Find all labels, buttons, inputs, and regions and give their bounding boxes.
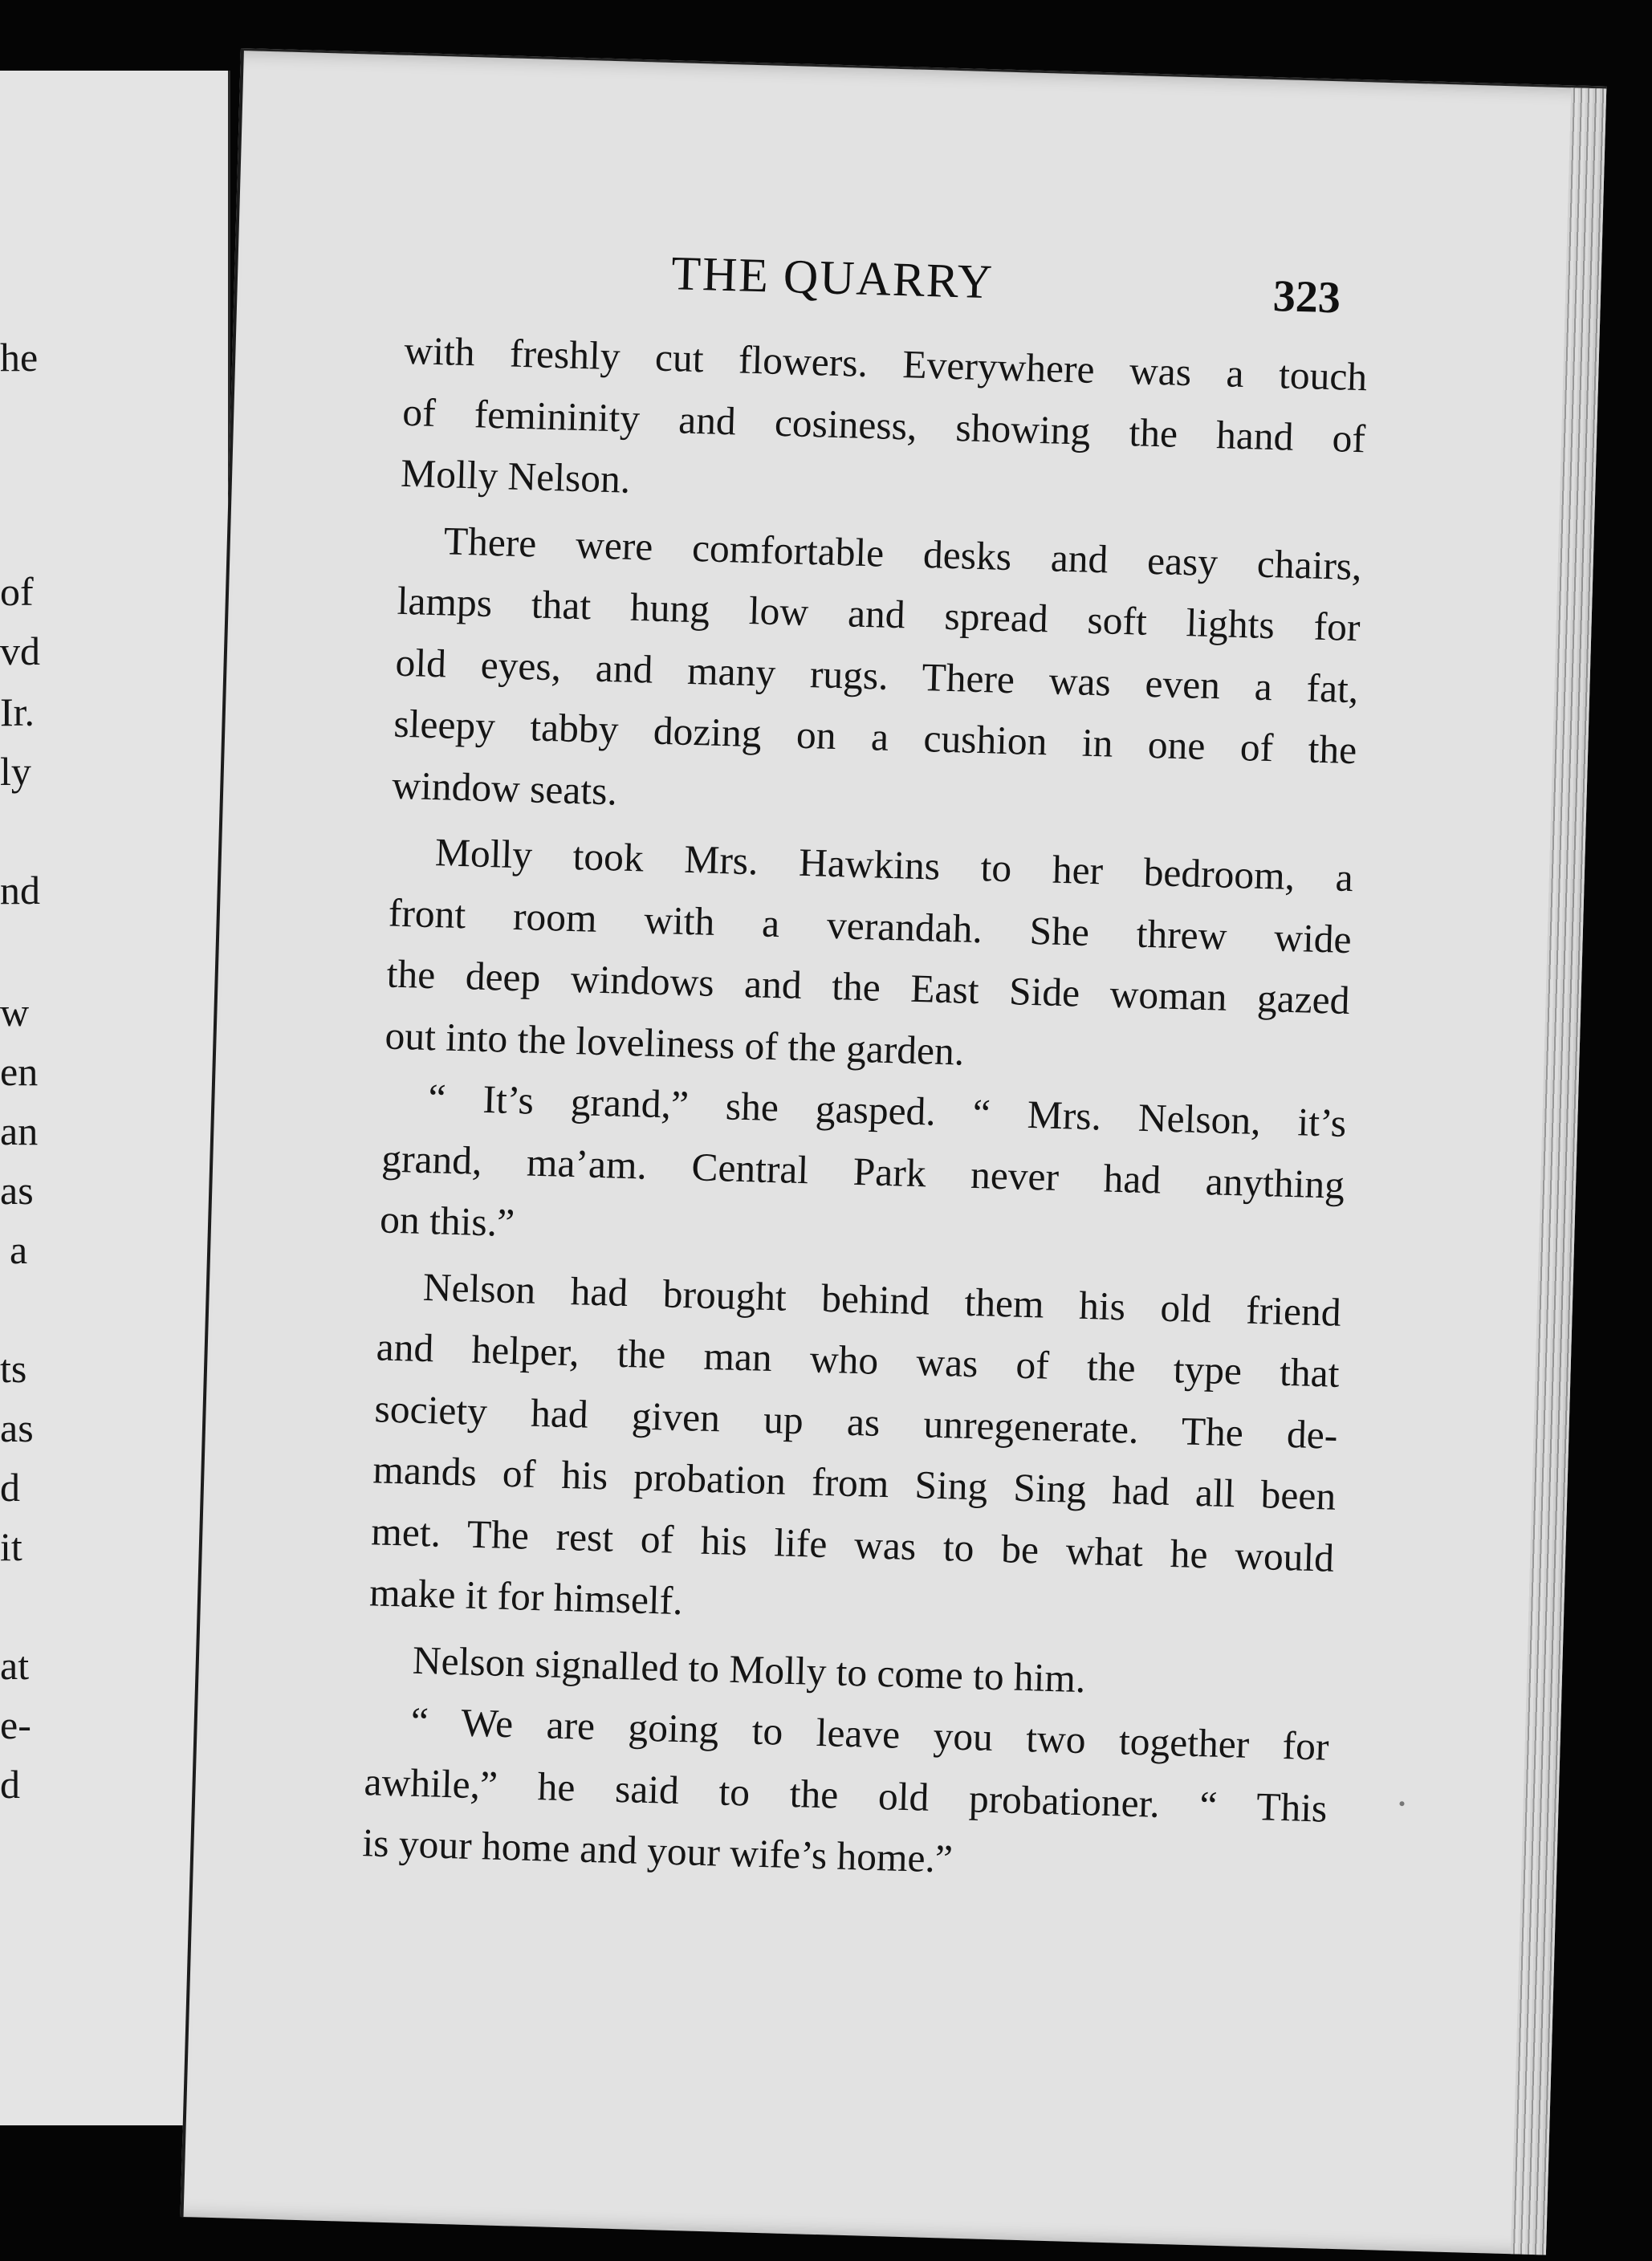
text-line: and helper, the man who was of the type that — [376, 1324, 1341, 1396]
page-edge-shadow — [1511, 87, 1606, 2255]
paragraph — [385, 821, 1354, 1093]
text-line: mands of his probation from Sing Sing had all been — [372, 1447, 1337, 1519]
text-line: awhile,” he said to the old probationer. “ This — [364, 1759, 1329, 1831]
text-line: There were comfortable desks and easy chairs, — [443, 518, 1363, 588]
text-line: old eyes, and many rugs. There was even a fat, — [394, 640, 1360, 711]
left-fragment: d — [0, 1465, 20, 1510]
page-number: 323 — [1272, 271, 1341, 323]
left-fragment: en — [0, 1049, 39, 1094]
book-page — [181, 48, 1607, 2255]
text-line: out into the loveliness of the garden. — [384, 1013, 965, 1074]
text-line: society had given up as unregenerate. The de- — [373, 1385, 1339, 1458]
left-fragment: Ir. — [0, 689, 35, 734]
paragraph — [362, 1690, 1330, 1901]
left-fragment: an — [0, 1108, 39, 1153]
left-fragment: he — [0, 335, 39, 380]
left-fragment: e- — [0, 1702, 31, 1747]
text-line: lamps that hung low and spread soft lights for — [397, 578, 1361, 650]
text-line: the deep windows and the East Side woman gazed — [386, 951, 1351, 1023]
left-fragment: as — [0, 1168, 34, 1213]
left-fragment: nd — [0, 868, 40, 913]
left-fragment: of — [0, 569, 34, 614]
paragraph — [368, 1255, 1341, 1650]
text-line: of femininity and cosiness, showing the hand of — [401, 389, 1366, 461]
left-fragment: w — [0, 990, 30, 1035]
left-fragment: at — [0, 1643, 30, 1688]
text-line: “ It’s grand,” she gasped. “ Mrs. Nelson, it’s — [427, 1076, 1347, 1145]
left-fragment: it — [0, 1524, 22, 1569]
text-line: Molly took Mrs. Hawkins to her bedroom, a — [434, 830, 1354, 901]
text-line: front room with a verandah. She threw wide — [388, 890, 1353, 962]
body-text — [362, 320, 1369, 1901]
left-fragment: a — [10, 1227, 28, 1272]
text-line: is your home and your wife’s home.” — [361, 1820, 954, 1881]
left-fragment: vd — [0, 628, 40, 673]
text-line: make it for himself. — [368, 1570, 684, 1624]
text-line: on this.” — [379, 1197, 515, 1246]
left-fragment: ly — [0, 749, 31, 794]
running-title: THE QUARRY — [670, 246, 995, 309]
paragraph — [400, 320, 1368, 531]
text-line: Nelson had brought behind them his old friend — [422, 1264, 1342, 1335]
text-line: sleepy tabby dozing on a cushion in one of the — [393, 701, 1357, 773]
left-fragment: ts — [0, 1346, 27, 1391]
left-fragment: as — [0, 1405, 34, 1450]
text-line: grand, ma’am. Central Park never had anything — [380, 1135, 1345, 1207]
text-line: “ We are going to leave you two together for — [410, 1698, 1330, 1769]
scan-speck — [1399, 1801, 1404, 1806]
paragraph — [379, 1066, 1347, 1277]
text-line: with freshly cut flowers. Everywhere was a touch — [403, 327, 1368, 400]
text-line: window seats. — [391, 762, 618, 813]
text-line: Molly Nelson. — [400, 450, 631, 502]
paragraph — [391, 509, 1362, 843]
left-fragment: d — [0, 1762, 20, 1807]
text-line: Nelson signalled to Molly to come to him. — [412, 1637, 1087, 1701]
text-line: met. The rest of his life was to be what he would — [370, 1508, 1335, 1580]
